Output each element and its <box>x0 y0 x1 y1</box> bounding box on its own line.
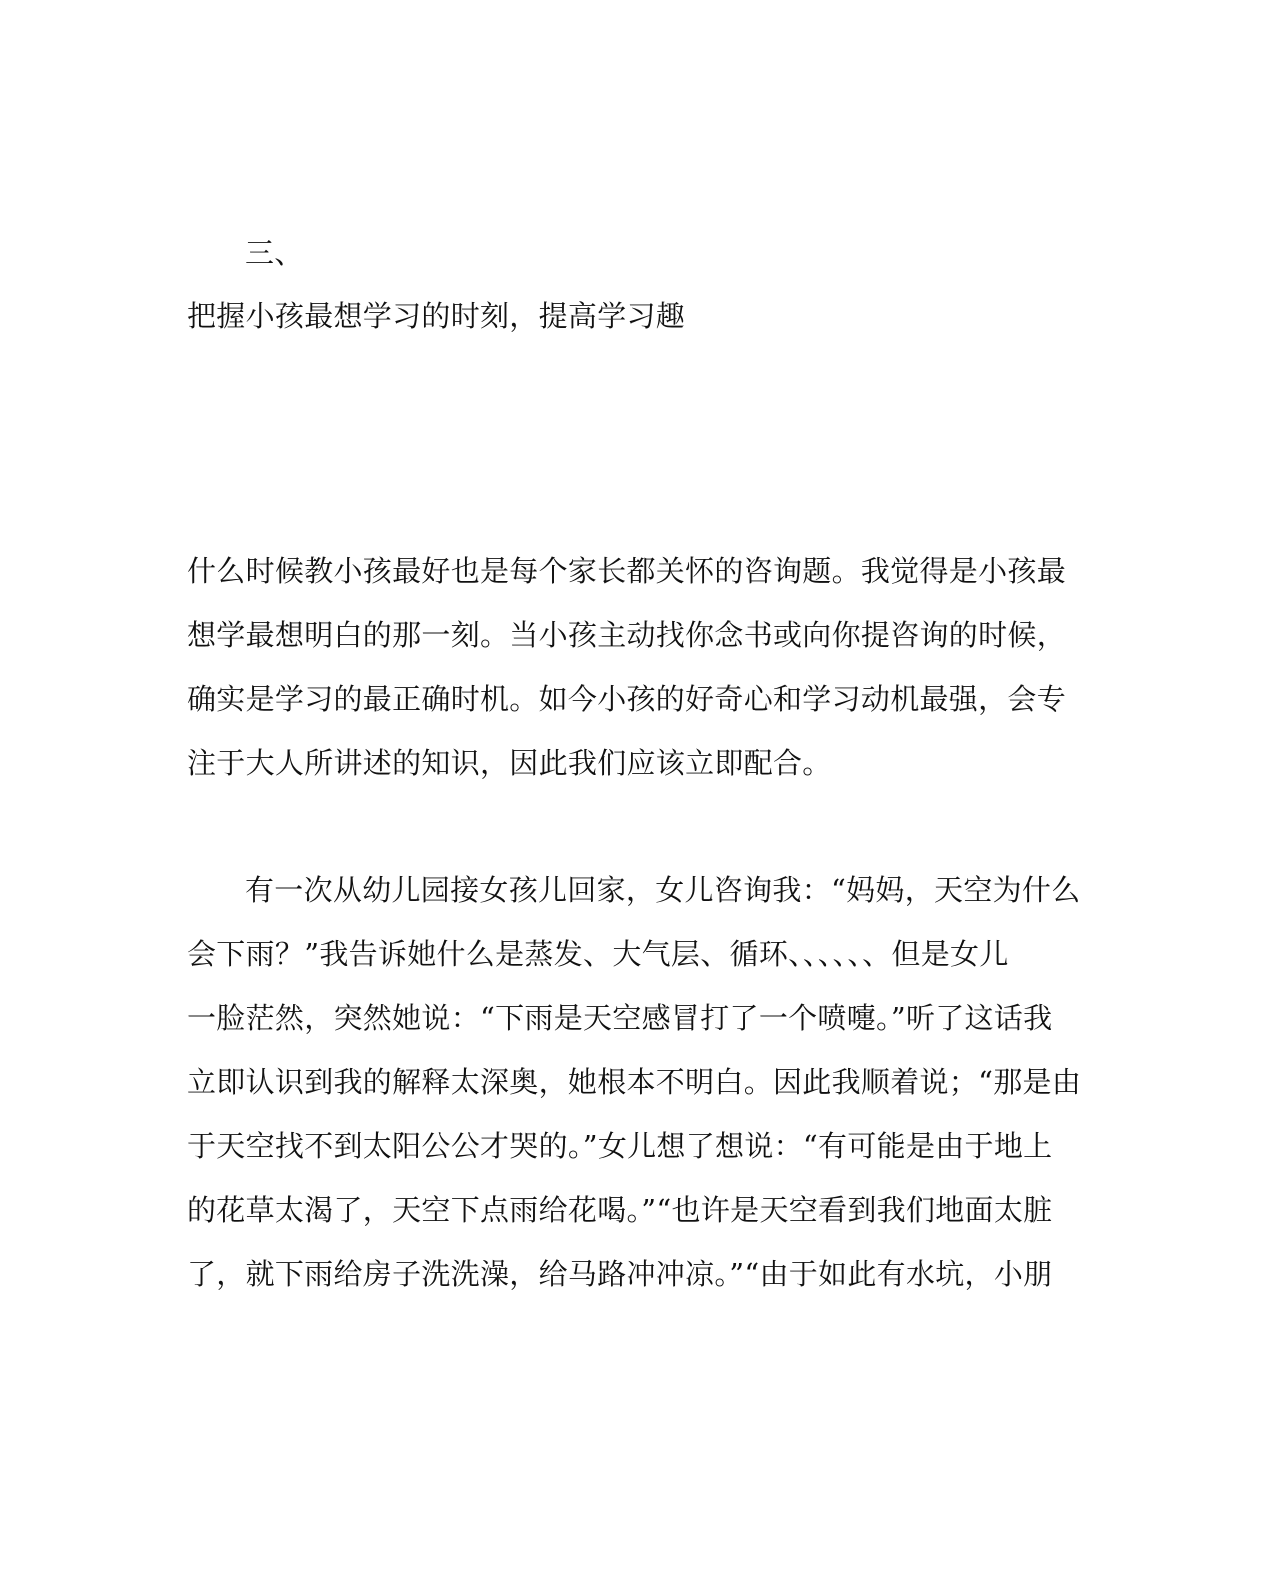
paragraph-line: 立即认识到我的解释太深奥，她根本不明白。因此我顺着说；“那是由 <box>187 1065 1082 1099</box>
paragraph-line: 什么时候教小孩最好也是每个家长都关怀的咨询题。我觉得是小孩最 <box>187 554 1067 588</box>
paragraph-line: 一脸茫然，突然她说：“下雨是天空感冒打了一个喷嚏。”听了这话我 <box>187 1001 1053 1035</box>
paragraph-line: 确实是学习的最正确时机。如今小孩的好奇心和学习动机最强，会专 <box>187 682 1067 716</box>
section-title: 把握小孩最想学习的时刻，提高学习趣 <box>187 299 686 333</box>
paragraph-line: 于天空找不到太阳公公才哭的。”女儿想了想说：“有可能是由于地上 <box>187 1129 1053 1163</box>
paragraph-line: 了，就下雨给房子洗洗澡，给马路冲冲凉。”“由于如此有水坑，小朋 <box>187 1257 1053 1291</box>
paragraph-line: 想学最想明白的那一刻。当小孩主动找你念书或向你提咨询的时候， <box>187 618 1067 652</box>
paragraph-line: 注于大人所讲述的知识，因此我们应该立即配合。 <box>187 746 832 780</box>
section-number: 三、 <box>245 236 304 270</box>
paragraph-line: 有一次从幼儿园接女孩儿回家，女儿咨询我：“妈妈，天空为什么 <box>245 873 1081 907</box>
paragraph-line: 会下雨？”我告诉她什么是蒸发、大气层、循环、、、、、、但是女儿 <box>187 937 1009 971</box>
paragraph-line: 的花草太渴了，天空下点雨给花喝。”“也许是天空看到我们地面太脏 <box>187 1193 1053 1227</box>
